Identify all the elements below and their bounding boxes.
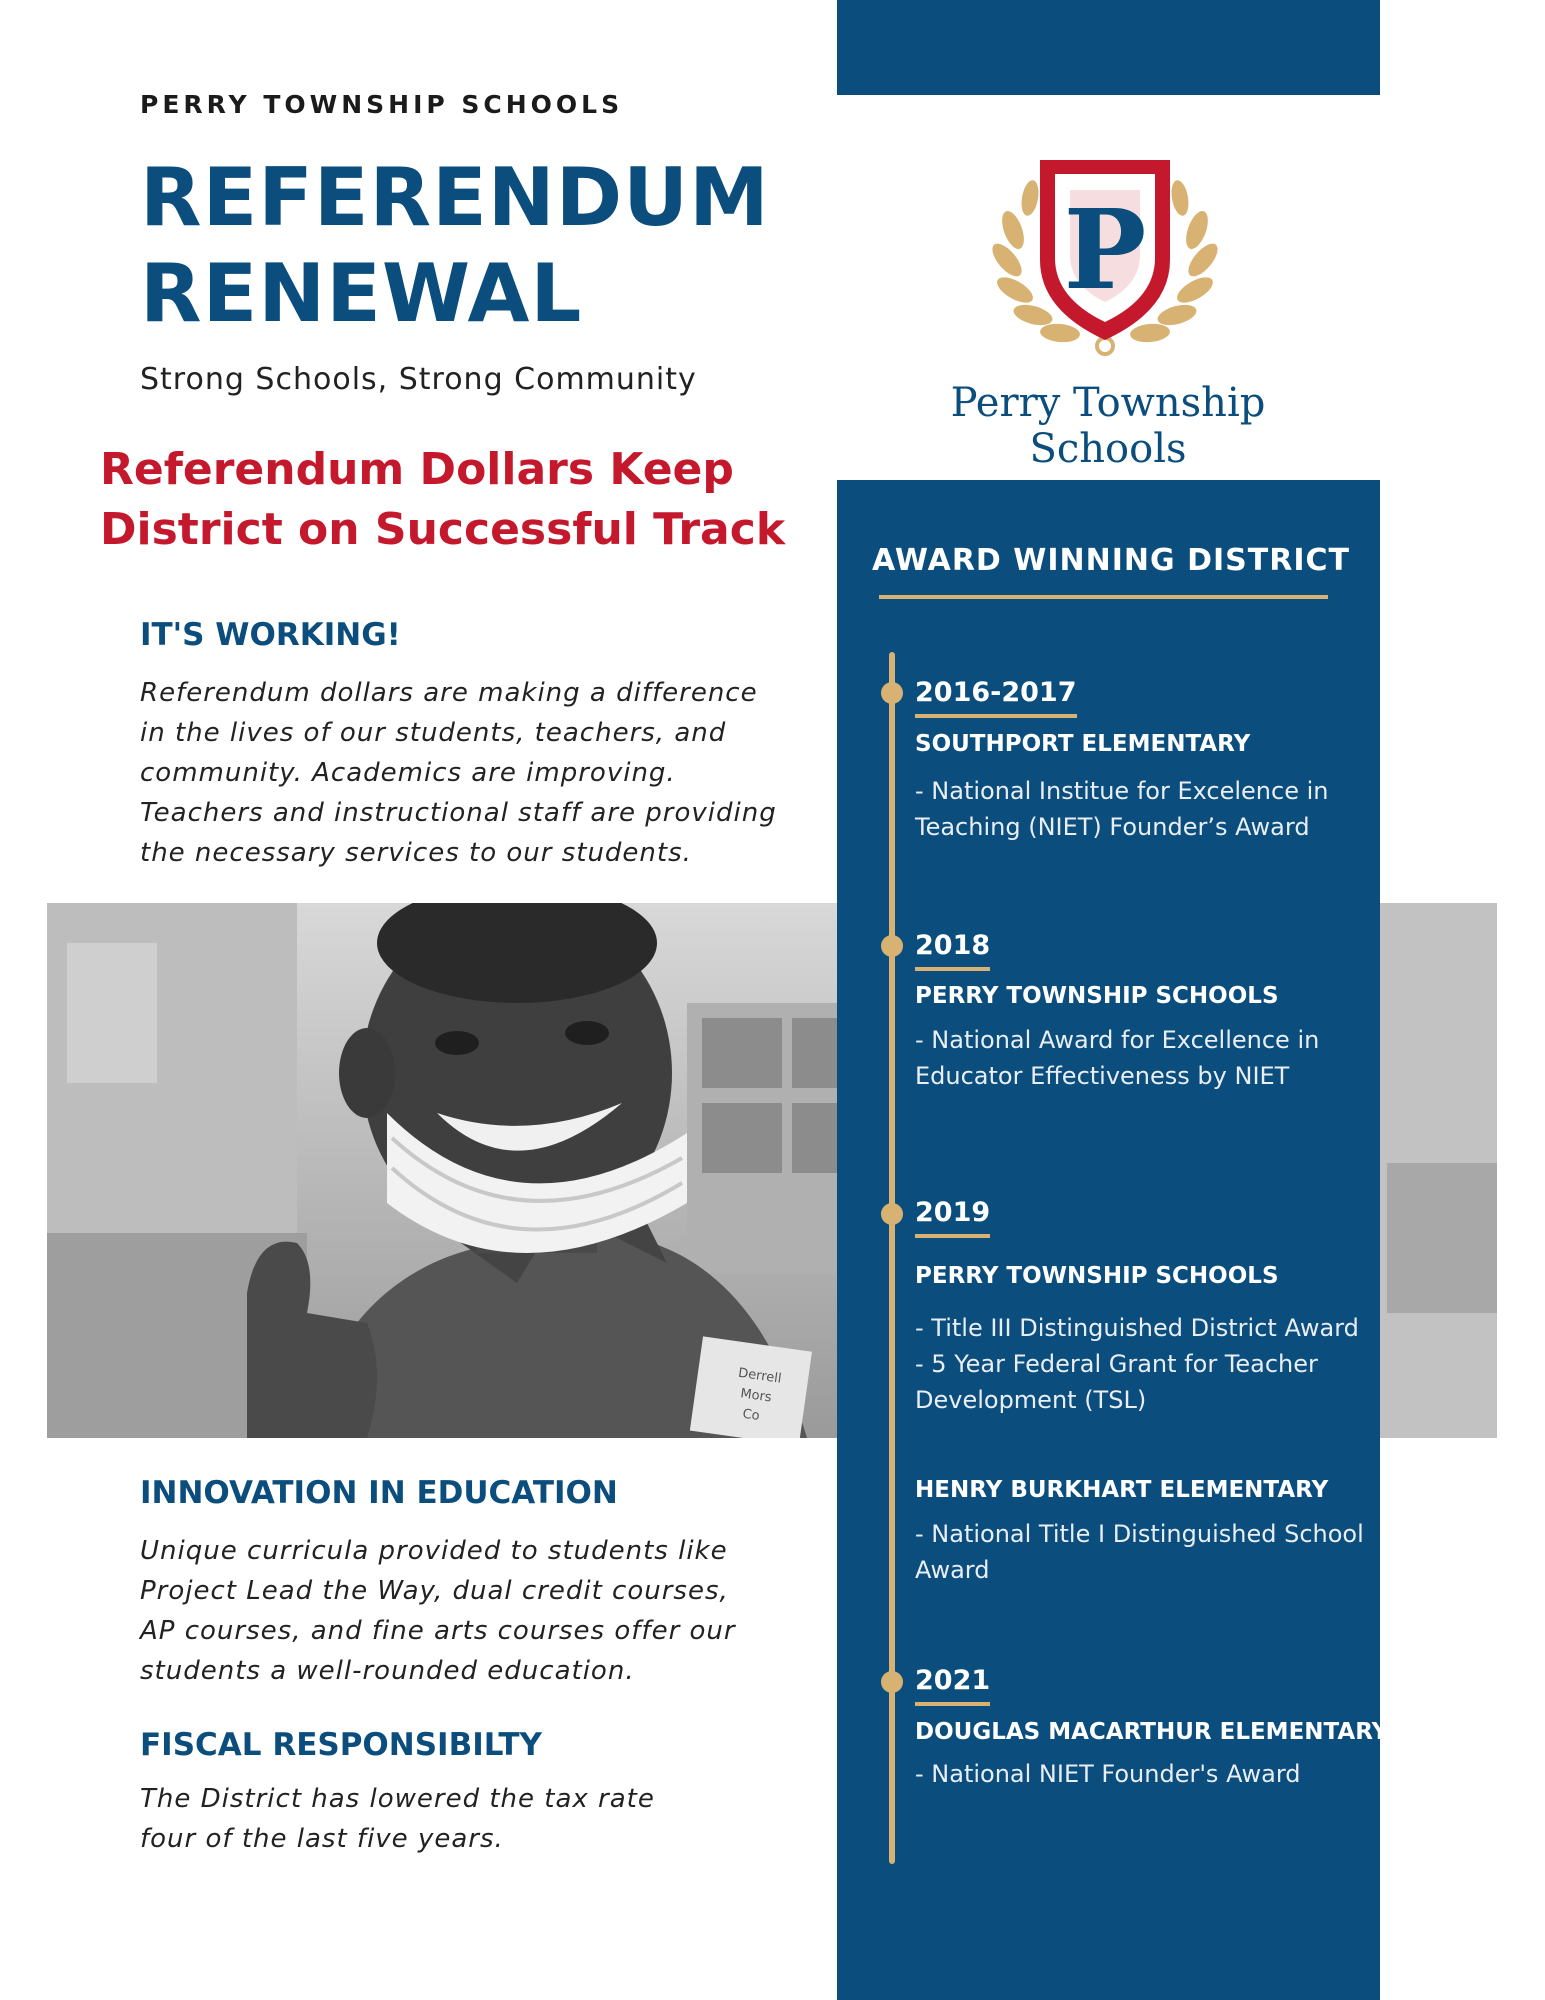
timeline-dot [881, 1671, 903, 1693]
award-line: Development (TSL) [915, 1386, 1147, 1414]
award-description [915, 1516, 1365, 1588]
award-description [915, 1022, 1365, 1094]
text-line: four of the last five years. [140, 1824, 504, 1854]
top-band [837, 0, 1380, 95]
award-line: - Title III Distinguished District Award [915, 1314, 1359, 1342]
timeline-dot [881, 682, 903, 704]
award-line: - National Title I Distinguished School [915, 1520, 1364, 1548]
title-line-1: REFERENDUM [140, 151, 770, 244]
section-heading-working: IT'S WORKING! [140, 617, 401, 653]
timeline-dot [881, 935, 903, 957]
logo-name: Perry Township Schools [950, 380, 1266, 472]
text-line: in the lives of our students, teachers, and [140, 718, 727, 748]
award-recipient: DOUGLAS MACARTHUR ELEMENTARY [915, 1719, 1389, 1745]
section-text-innovation [140, 1531, 736, 1691]
tagline: Strong Schools, Strong Community [140, 362, 697, 397]
text-line: The District has lowered the tax rate [140, 1784, 655, 1814]
award-line: Award [915, 1556, 990, 1584]
timeline-year: 2018 [915, 930, 990, 971]
headline-line-2: District on Successful Track [100, 504, 786, 555]
badge-text: Co [741, 1406, 761, 1424]
award-line: Educator Effectiveness by NIET [915, 1062, 1290, 1090]
award-description [915, 1310, 1365, 1418]
district-crest-icon [985, 150, 1225, 360]
award-description [915, 773, 1365, 845]
timeline-dot [881, 1203, 903, 1225]
section-text-working [140, 673, 777, 873]
award-recipient: HENRY BURKHART ELEMENTARY [915, 1477, 1329, 1503]
badge-text: Mors [739, 1386, 773, 1406]
headline [100, 440, 800, 560]
timeline-year: 2016-2017 [915, 677, 1077, 718]
text-line: Referendum dollars are making a difference [140, 678, 758, 708]
award-line: Teaching (NIET) Founder’s Award [915, 813, 1310, 841]
text-line: Project Lead the Way, dual credit courses, [140, 1576, 729, 1606]
badge-text: Derrell [737, 1365, 783, 1387]
award-recipient: PERRY TOWNSHIP SCHOOLS [915, 983, 1279, 1009]
logo [985, 150, 1225, 360]
award-line: - 5 Year Federal Grant for Teacher [915, 1350, 1318, 1378]
text-line: the necessary services to our students. [140, 838, 692, 868]
page-title [140, 150, 770, 342]
award-line: - National Institue for Excelence in [915, 777, 1329, 805]
award-line: - National Award for Excellence in [915, 1026, 1320, 1054]
award-recipient: SOUTHPORT ELEMENTARY [915, 731, 1251, 757]
text-line: Unique curricula provided to students like [140, 1536, 728, 1566]
section-heading-fiscal: FISCAL RESPONSIBILTY [140, 1727, 542, 1763]
title-line-2: RENEWAL [140, 247, 583, 340]
award-recipient: PERRY TOWNSHIP SCHOOLS [915, 1263, 1279, 1289]
awards-panel-title: AWARD WINNING DISTRICT [872, 543, 1350, 578]
text-line: AP courses, and fine arts courses offer our [140, 1616, 736, 1646]
section-text-fiscal [140, 1779, 655, 1859]
text-line: students a well-rounded education. [140, 1656, 635, 1686]
timeline-year: 2019 [915, 1197, 990, 1238]
text-line: community. Academics are improving. [140, 758, 676, 788]
kicker: PERRY TOWNSHIP SCHOOLS [140, 90, 624, 119]
logo-letter: P [1063, 185, 1147, 314]
headline-line-1: Referendum Dollars Keep [100, 444, 734, 495]
section-heading-innovation: INNOVATION IN EDUCATION [140, 1475, 618, 1511]
text-line: Teachers and instructional staff are providing [140, 798, 777, 828]
award-description [915, 1756, 1365, 1792]
award-line: - National NIET Founder's Award [915, 1760, 1301, 1788]
divider [879, 595, 1328, 599]
timeline-year: 2021 [915, 1665, 990, 1706]
